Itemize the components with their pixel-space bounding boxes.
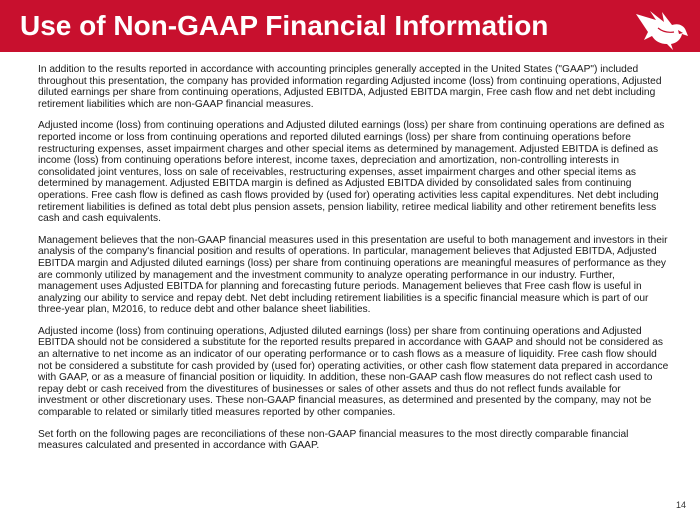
paragraph-intro: In addition to the results reported in accordance with accounting principles generally accepted in the United States ("GAAP") included throughout this presentation, the company has provided information regarding Adjusted income (loss) from continuing operations, Adjusted diluted earnings per share from continuing operations, Adjusted EBITDA, Adjusted EBITDA margin, Free cash flow and net debt including retirement liabilities which are non-GAAP financial measures. bbox=[38, 64, 662, 110]
title-bar bbox=[0, 0, 700, 52]
paragraph-limitations: Adjusted income (loss) from continuing operations, Adjusted diluted earnings (loss) per share from continuing operations and Adjusted EBITDA should not be considered a substitute for the reported results prepared in accordance with GAAP and should not be considered as an alternative to net income as an indicator of our operating performance or to cash flows as a measure of liquidity. Free cash flow should not be considered a substitute for cash provided by (used for) operating activities, or other cash flow statement data prepared in accordance with GAAP, or as a measure of financial position or liquidity. In addition, these non-GAAP cash flow measures do not reflect cash used to repay debt or cash received from the divestitures of businesses or sales of other assets and thus do not reflect funds available for investment or other discretionary uses. These non-GAAP financial measures, as determined and presented by the company, may not be comparable to related or similarly titled measures reported by other companies. bbox=[38, 325, 669, 419]
paragraph-definitions: Adjusted income (loss) from continuing operations and Adjusted diluted earnings (loss) per share from continuing operations are defined as reported income or loss from continuing operations and reported diluted earnings (loss) per share from continuing operations before restructuring expenses, asset impairment charges and other special items as determined by management. Adjusted EBITDA is defined as income (loss) from continuing operations before interest, income taxes, depreciation and amortization, non-controlling interests in consolidated joint ventures, loss on sale of receivables, restructuring expenses, asset impairment charges and other special items as determined by management. Adjusted EBITDA margin is defined as Adjusted EBITDA divided by consolidated sales from continuing operations. Free cash flow is defined as cash flows provided by (used for) operating activities less capital expenditures. Net debt including retirement liabilities is defined as total debt plus pension assets, pension liability, retiree medical liability and other retirement benefits less cash and cash equivalents. bbox=[38, 120, 665, 225]
page-title: Use of Non-GAAP Financial Information bbox=[20, 10, 549, 41]
paragraph-usefulness: Management believes that the non-GAAP financial measures used in this presentation are useful to both management and investors in their analysis of the company's financial position and results of operations. In particular, management believes that Adjusted EBITDA, Adjusted EBITDA margin and Adjusted diluted earnings (loss) per share from continuing operations are meaningful measures of performance as they are commonly utilized by management and the investment community to analyze operating performance in our industry. Further, management uses Adjusted EBITDA for planning and forecasting future periods. Management believes that Free cash flow is useful in analyzing our ability to service and repay debt. Net debt including retirement liabilities is a specific financial measure which is part of our three-year plan, M2016, to reduce debt and other balance sheet liabilities. bbox=[38, 234, 668, 316]
winged-horse-logo-icon bbox=[626, 0, 700, 52]
body-text bbox=[38, 64, 672, 462]
paragraph-reconciliations: Set forth on the following pages are reconciliations of these non-GAAP financial measures to the most directly comparable financial measures calculated and presented in accordance with GAAP. bbox=[38, 428, 629, 452]
page-number: 14 bbox=[676, 500, 687, 510]
